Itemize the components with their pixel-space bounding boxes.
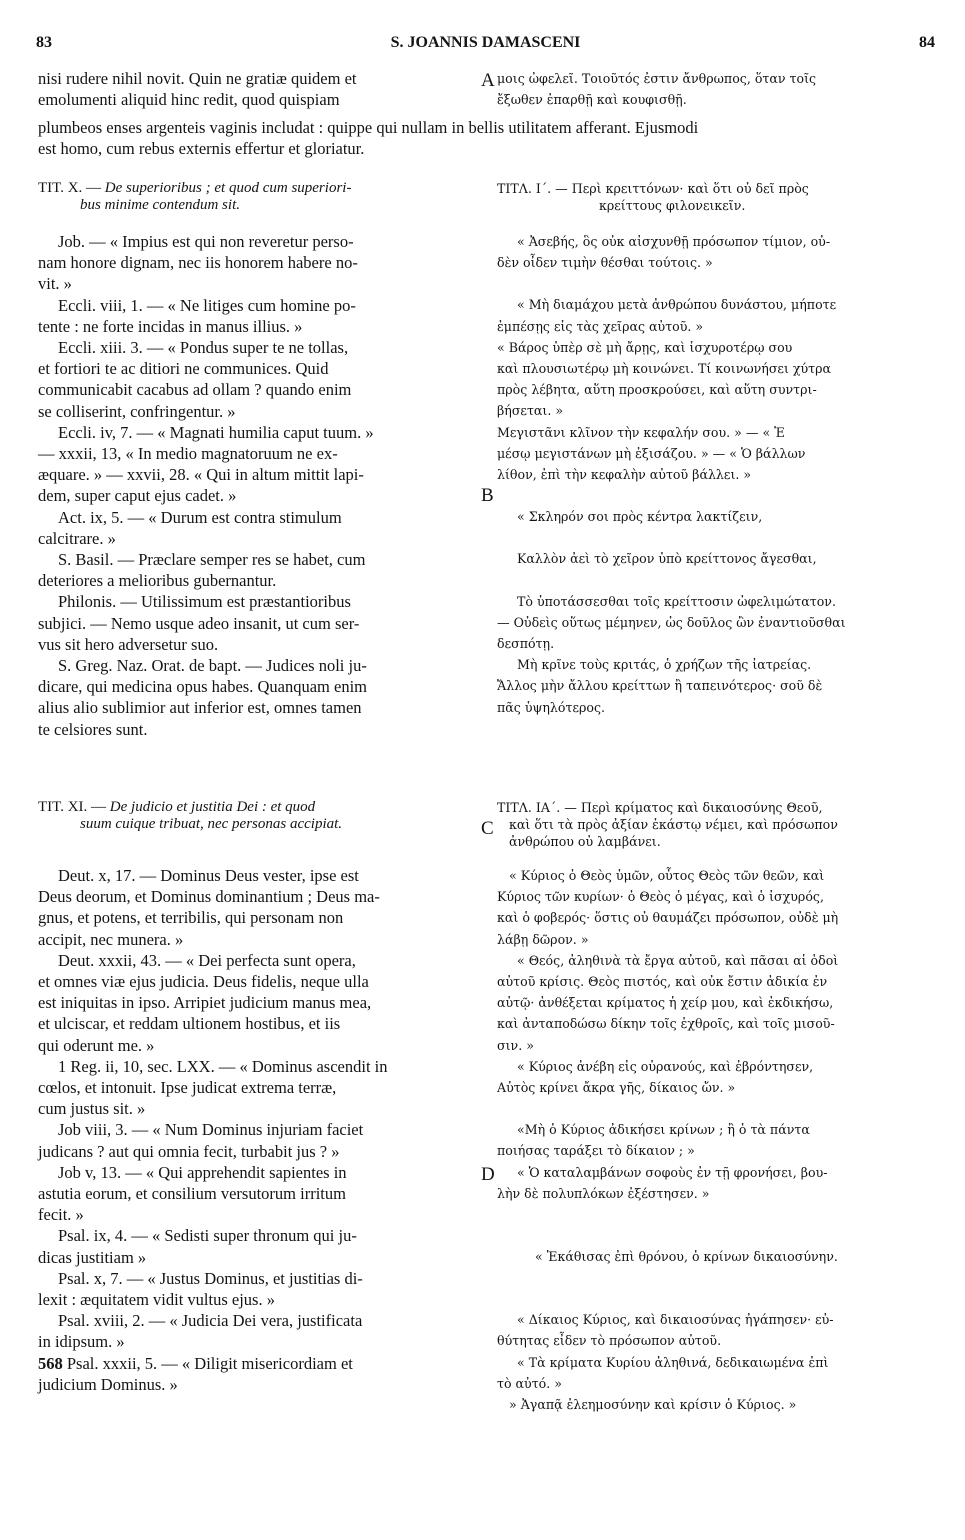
text-line: « Κύριος ὁ Θεὸς ὑμῶν, οὗτος Θεὸς τῶν θεῶν, καὶ	[509, 868, 825, 883]
text-line: communicabit cacabus ad ollam ? quando enim	[38, 380, 352, 400]
text-line: est iniquitas in ipso. Arripiet judicium manus mea,	[38, 993, 372, 1013]
text-line: Eccli. xiii. 3. — « Pondus super te ne tollas,	[58, 338, 349, 358]
text-line: te celsiores sunt.	[38, 719, 148, 739]
greek-title-cont: κρείττους φιλονεικεῖν.	[599, 198, 746, 214]
text-line: λίθον, ἐπὶ τὴν κεφαλὴν αὐτοῦ βάλλει. »	[497, 467, 752, 483]
section-title: De judicio et justitia Dei : et quod	[109, 799, 316, 815]
text-line: subjici. — Nemo usque adeo insanit, ut cum ser-	[38, 613, 360, 633]
margin-letter-a: A	[481, 70, 495, 91]
text-line: est homo, cum rebus externis effertur et gloriatur.	[38, 139, 365, 159]
text-line: δὲν οἶδεν τιμὴν θέσθαι τούτοις. »	[497, 255, 713, 271]
greek-title-cont: ἀνθρώπου οὐ λαμβάνει.	[509, 834, 661, 850]
page-number-left: 83	[36, 34, 52, 51]
running-title: S. JOANNIS DAMASCENI	[390, 34, 581, 51]
text-line: « Τὰ κρίματα Κυρίου ἀληθινά, δεδικαιωμένα ἐπὶ	[517, 1354, 829, 1370]
text-line: plumbeos enses argenteis vaginis includat : quippe qui nullam in bellis utilitatem afferant. Ejusmodi	[38, 118, 699, 137]
text-line: μέσῳ μεγιστάνων μὴ ἐξισάζου. » — « Ὁ βάλλων	[497, 445, 806, 461]
tit11-latin-heading	[38, 797, 478, 835]
text-line: vit. »	[38, 274, 72, 294]
text-line: — xxxii, 13, « In medio magnatoruum ne ex-	[38, 444, 338, 464]
column-number: 568	[38, 1353, 63, 1373]
text-line: dicas justitiam »	[38, 1247, 147, 1267]
text-line: dicare, qui medicina opus habes. Quanquam enim	[38, 677, 367, 697]
text-line: judicium Dominus. »	[38, 1374, 178, 1394]
text-line: gnus, et potens, et terribilis, qui personam non	[38, 908, 344, 928]
text-line: ἔξωθεν ἐπαρθῇ καὶ κουφισθῇ.	[497, 92, 687, 108]
text-line: « Σκληρόν σοι πρὸς κέντρα λακτίζειν,	[517, 509, 763, 525]
text-line: — Οὐδεὶς οὕτως μέμηνεν, ὡς δοῦλος ὢν ἐναντιοῦσθαι	[497, 614, 846, 630]
text-line: Job. — « Impius est qui non reveretur perso-	[58, 232, 354, 251]
text-line: cœlos, et intonuit. Ipse judicat extrema terræ,	[38, 1078, 337, 1098]
text-line: Eccli. iv, 7. — « Magnati humilia caput tuum. »	[58, 422, 374, 442]
text-line: καὶ πλουσιωτέρῳ μὴ κοινώνει. Τί κοινωνήσει χύτρα	[497, 361, 832, 377]
text-line: μοις ὠφελεῖ. Τοιοῦτός ἐστιν ἄνθρωπος, ὅταν τοῖς	[497, 71, 817, 86]
text-line: Μεγιστᾶνι κλῖνον τὴν κεφαλήν σου. » — « Ἐ	[497, 424, 785, 440]
text-line: « Ἀσεβής, ὃς οὐκ αἰσχυνθῇ πρόσωπον τίμιον, οὐ-	[517, 234, 831, 249]
text-line: καὶ ἀνταποδώσω δίκην τοῖς ἐχθροῖς, καὶ τοῖς μισοῦ-	[497, 1016, 835, 1032]
text-line: et omnes viæ ejus judicia. Deus fidelis, neque ulla	[38, 972, 369, 992]
tit10-greek-heading	[497, 178, 933, 216]
text-line: αὐτῷ· ἀνθέξεται κρίματος ἡ χείρ μου, καὶ ἐκδικήσω,	[497, 995, 834, 1011]
text-line: πᾶς ὑψηλότερος.	[497, 699, 606, 715]
greek-title: ΤΙΤΛ. Ι΄. — Περὶ κρειττόνων· καὶ ὅτι οὐ δεῖ πρὸς	[497, 181, 809, 196]
text-line: Act. ix, 5. — « Durum est contra stimulum	[58, 507, 342, 527]
text-line: ἐμπέσῃς εἰς τὰς χεῖρας αὐτοῦ. »	[497, 318, 704, 334]
text-line: et ulciscar, et reddam ultionem hostibus, et iis	[38, 1014, 341, 1034]
tit11-greek-body	[497, 865, 933, 1415]
text-line: S. Greg. Naz. Orat. de bapt. — Judices noli ju-	[58, 656, 367, 676]
tit10-latin-body	[38, 231, 478, 740]
text-line: cum justus sit. »	[38, 1099, 146, 1119]
text-line: αὐτοῦ κρίσις. Θεὸς πιστός, καὶ οὐκ ἔστιν ἀδικία ἐν	[497, 974, 828, 990]
text-line: « Ἐκάθισας ἐπὶ θρόνου, ὁ κρίνων δικαιοσύνην.	[535, 1249, 838, 1265]
text-line: δεσπότῃ.	[497, 636, 555, 652]
text-line: βήσεται. »	[497, 403, 564, 419]
text-line: Job v, 13. — « Qui apprehendit sapientes in	[58, 1162, 347, 1182]
text-line: πρὸς λέβητα, αὕτη προσκρούσει, καὶ αὕτη συντρι-	[497, 382, 817, 398]
greek-title: ΤΙΤΛ. ΙΑ΄. — Περὶ κρίματος καὶ δικαιοσύνης Θεοῦ,	[497, 800, 823, 815]
text-line: Psal. x, 7. — « Justus Dominus, et justitias di-	[58, 1268, 363, 1288]
text-line: « Ὁ καταλαμβάνων σοφοὺς ἐν τῇ φρονήσει, βου-	[517, 1164, 828, 1180]
text-line: accipit, nec munera. »	[38, 929, 184, 949]
text-line: astutia eorum, et consilium versutorum irritum	[38, 1184, 346, 1204]
text-line: se colliserint, confringentur. »	[38, 401, 236, 421]
text-line: calcitrare. »	[38, 528, 116, 548]
text-line: S. Basil. — Præclare semper res se habet, cum	[58, 550, 366, 570]
margin-letter-d: D	[481, 1164, 495, 1185]
page-number-right: 84	[919, 34, 935, 51]
text-line: Deut. xxxii, 43. — « Dei perfecta sunt opera,	[58, 950, 356, 970]
text-line: lexit : æquitatem vidit vultus ejus. »	[38, 1290, 275, 1310]
text-line: Eccli. viii, 1. — « Ne litiges cum homine po-	[58, 295, 356, 315]
text-line: Αὐτὸς κρίνει ἄκρα γῆς, δίκαιος ὤν. »	[497, 1080, 736, 1096]
text-line: « Βάρος ὑπὲρ σὲ μὴ ἄρῃς, καὶ ἰσχυροτέρῳ σου	[497, 339, 793, 355]
text-line: » Ἀγαπᾷ ἐλεημοσύνην καὶ κρίσιν ὁ Κύριος. »	[509, 1397, 797, 1413]
text-line: emolumenti aliquid hinc redit, quod quispiam	[38, 90, 340, 110]
margin-letter-b: B	[481, 485, 494, 506]
tit10-latin-heading	[38, 178, 478, 216]
text-line: deteriores a melioribus gubernantur.	[38, 571, 277, 591]
text-line: Job viii, 3. — « Num Dominus injuriam faciet	[58, 1120, 364, 1140]
text-line: æquare. » — xxvii, 28. « Qui in altum mittit lapi-	[38, 465, 364, 485]
intro-full-width	[38, 117, 933, 159]
text-line: judicans ? aut qui omnia fecit, turbabit jus ? »	[38, 1141, 340, 1161]
text-line: λὴν δὲ πολυπλόκων ἐξέστησεν. »	[497, 1185, 710, 1201]
text-line: Κύριος τῶν κυρίων· ὁ Θεὸς ὁ μέγας, καὶ ὁ ἰσχυρός,	[497, 889, 824, 905]
tit10-greek-body	[497, 231, 933, 718]
text-line: dem, super caput ejus cadet. »	[38, 486, 237, 506]
text-line: Psal. xviii, 2. — « Judicia Dei vera, justificata	[58, 1311, 363, 1331]
text-line: 1 Reg. ii, 10, sec. LXX. — « Dominus ascendit in	[58, 1056, 388, 1076]
text-line: Deut. x, 17. — Dominus Deus vester, ipse est	[58, 866, 359, 885]
text-line: « Κύριος ἀνέβη εἰς οὐρανούς, καὶ ἐβρόντησεν,	[517, 1058, 814, 1074]
text-line: vus sit hero adversetur suo.	[38, 634, 219, 654]
text-line: alius alio sublimior aut inferior est, omnes tamen	[38, 698, 362, 718]
text-line: « Μὴ διαμάχου μετὰ ἀνθρώπου δυνάστου, μήποτε	[517, 297, 837, 313]
text-line: ποιήσας ταράξει τὸ δίκαιον ; »	[497, 1143, 695, 1159]
text-line: καὶ ὁ φοβερός· ὅστις οὐ θαυμάζει πρόσωπον, οὐδὲ μὴ	[497, 910, 839, 926]
section-title: De superioribus ; et quod cum superiori-	[104, 180, 352, 196]
text-line: Deus deorum, et Dominus dominantium ; Deus ma-	[38, 887, 380, 907]
text-line: in idipsum. »	[38, 1332, 125, 1352]
text-line: τὸ αὐτό. »	[497, 1375, 562, 1391]
text-line: Psal. xxxii, 5. — « Diligit misericordiam et	[66, 1353, 353, 1373]
greek-title-cont: καὶ ὅτι τὰ πρὸς ἀξίαν ἑκάστῳ νέμει, καὶ πρόσωπον	[509, 817, 838, 833]
text-line: tente : ne forte incidas in manus illius. »	[38, 316, 303, 336]
intro-greek	[497, 68, 933, 110]
text-line: σιν. »	[497, 1037, 534, 1053]
text-line: nisi rudere nihil novit. Quin ne gratiæ quidem et	[38, 69, 357, 88]
text-line: Ἄλλος μὴν ἄλλου κρείττων ἢ ταπεινότερος· σοῦ δὲ	[497, 678, 823, 694]
title-label: TIT. X. —	[38, 180, 105, 196]
text-line: θύτητας εἶδεν τὸ πρόσωπον αὐτοῦ.	[497, 1333, 722, 1349]
text-line: Καλλὸν ἀεὶ τὸ χεῖρον ὑπὸ κρείττονος ἄγεσθαι,	[517, 551, 817, 567]
text-line: Μὴ κρῖνε τοὺς κριτάς, ὁ χρήζων τῆς ἰατρείας.	[517, 657, 812, 673]
text-line: Τὸ ὑποτάσσεσθαι τοῖς κρείττοσιν ὠφελιμώτατον.	[517, 593, 836, 609]
section-title-cont: bus minime contendum sit.	[80, 197, 240, 214]
text-line: « Δίκαιος Κύριος, καὶ δικαιοσύνας ἠγάπησεν· εὐ-	[517, 1312, 834, 1328]
text-line: « Θεός, ἀληθινὰ τὰ ἔργα αὐτοῦ, καὶ πᾶσαι αἱ ὁδοὶ	[517, 952, 839, 968]
text-line: et fortiori te ac ditiori ne communices. Quid	[38, 359, 329, 379]
text-line: λάβῃ δῶρον. »	[497, 931, 589, 947]
text-line: fecit. »	[38, 1205, 84, 1225]
text-line: qui oderunt me. »	[38, 1035, 155, 1055]
text-line: Philonis. — Utilissimum est præstantioribus	[58, 592, 351, 612]
section-title-cont: suum cuique tribuat, nec personas accipiat.	[80, 816, 343, 833]
title-label: TIT. XI. —	[38, 799, 110, 815]
text-line: Psal. ix, 4. — « Sedisti super thronum qui ju-	[58, 1226, 357, 1246]
intro-latin	[38, 68, 478, 110]
margin-letter-c: C	[481, 818, 494, 839]
tit11-greek-heading	[497, 797, 933, 853]
text-line: nam honore dignam, nec iis honorem habere no-	[38, 253, 358, 273]
running-header	[36, 34, 935, 56]
text-line: «Μὴ ὁ Κύριος ἀδικήσει κρίνων ; ἢ ὁ τὰ πάντα	[517, 1122, 810, 1138]
tit11-latin-body	[38, 865, 478, 1395]
